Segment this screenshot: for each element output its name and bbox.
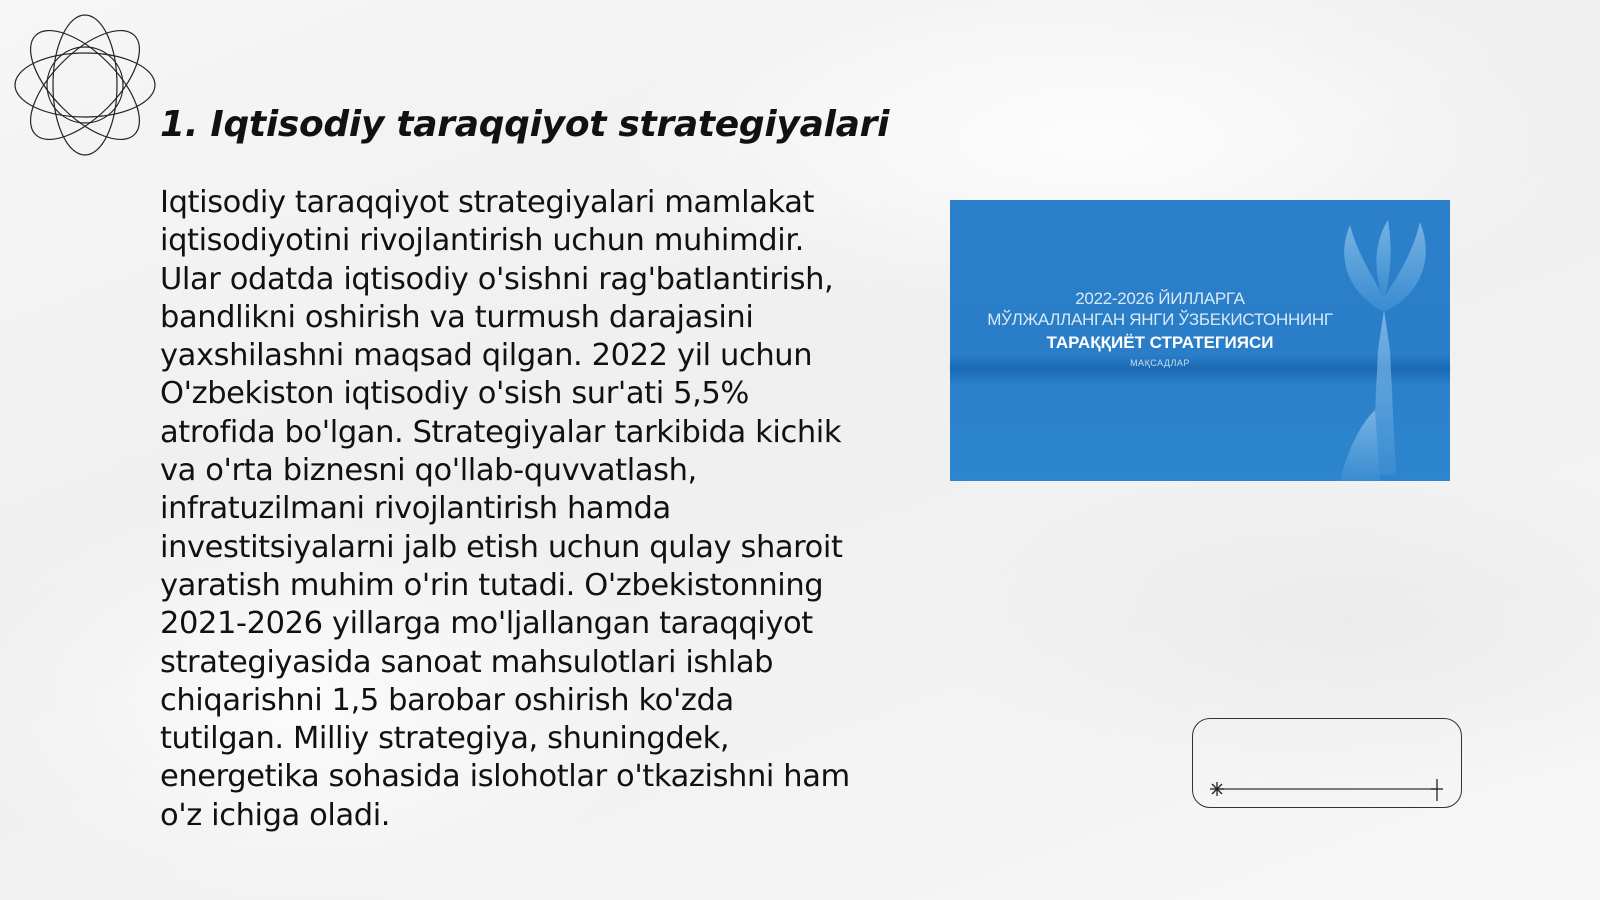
decorative-frame <box>1192 718 1462 808</box>
interlocking-circles-icon <box>10 10 160 160</box>
poster-line-goals: МАҚСАДЛАР <box>1130 358 1190 368</box>
cross-icon <box>1431 779 1443 801</box>
poster-line-title: ТАРАҚҚИЁТ СТРАТЕГИЯСИ <box>1046 333 1274 352</box>
poster-line-country: МЎЛЖАЛЛАНГАН ЯНГИ ЎЗБЕКИСТОННИНГ <box>987 310 1333 329</box>
body-paragraph: Iqtisodiy taraqqiyot strategiyalari mamlakat iqtisodiyotini rivojlantirish uchun muhimdir. Ular odatda iqtisodiy o'sishni rag'batlantirish, bandlikni oshirish va turmush darajasini yaxshilashni maqsad qilgan. 2022 yil uchun O'zbekiston iqtisodiy o'sish sur'ati 5,5% atrofida bo'lgan. Strategiyalar tarkibida kichik va o'rta biznesni qo'llab-quvvatlash, infratuzilmani rivojlantirish hamda investitsiyalarni jalb etish uchun qulay sharoit yaratish muhim o'rin tutadi. O'zbekistonning 2021-2026 yillarga mo'ljallangan taraqqiyot strategiyasida sanoat mahsulotlari ishlab chiqarishni 1,5 barobar oshirish ko'zda tutilgan. Milliy strategiya, shuningdek, energetika sohasida islohotlar o'tkazishni ham o'z ichiga oladi. <box>160 185 850 833</box>
strategy-poster-image <box>950 200 1450 481</box>
slide-title: 1. Iqtisodiy taraqqiyot strategiyalari <box>160 104 890 145</box>
poster-line-years: 2022-2026 ЙИЛЛАРГА <box>1075 289 1245 308</box>
sparkle-icon <box>1210 782 1224 796</box>
poster-caption <box>970 288 1350 371</box>
decorative-line <box>1193 719 1463 809</box>
